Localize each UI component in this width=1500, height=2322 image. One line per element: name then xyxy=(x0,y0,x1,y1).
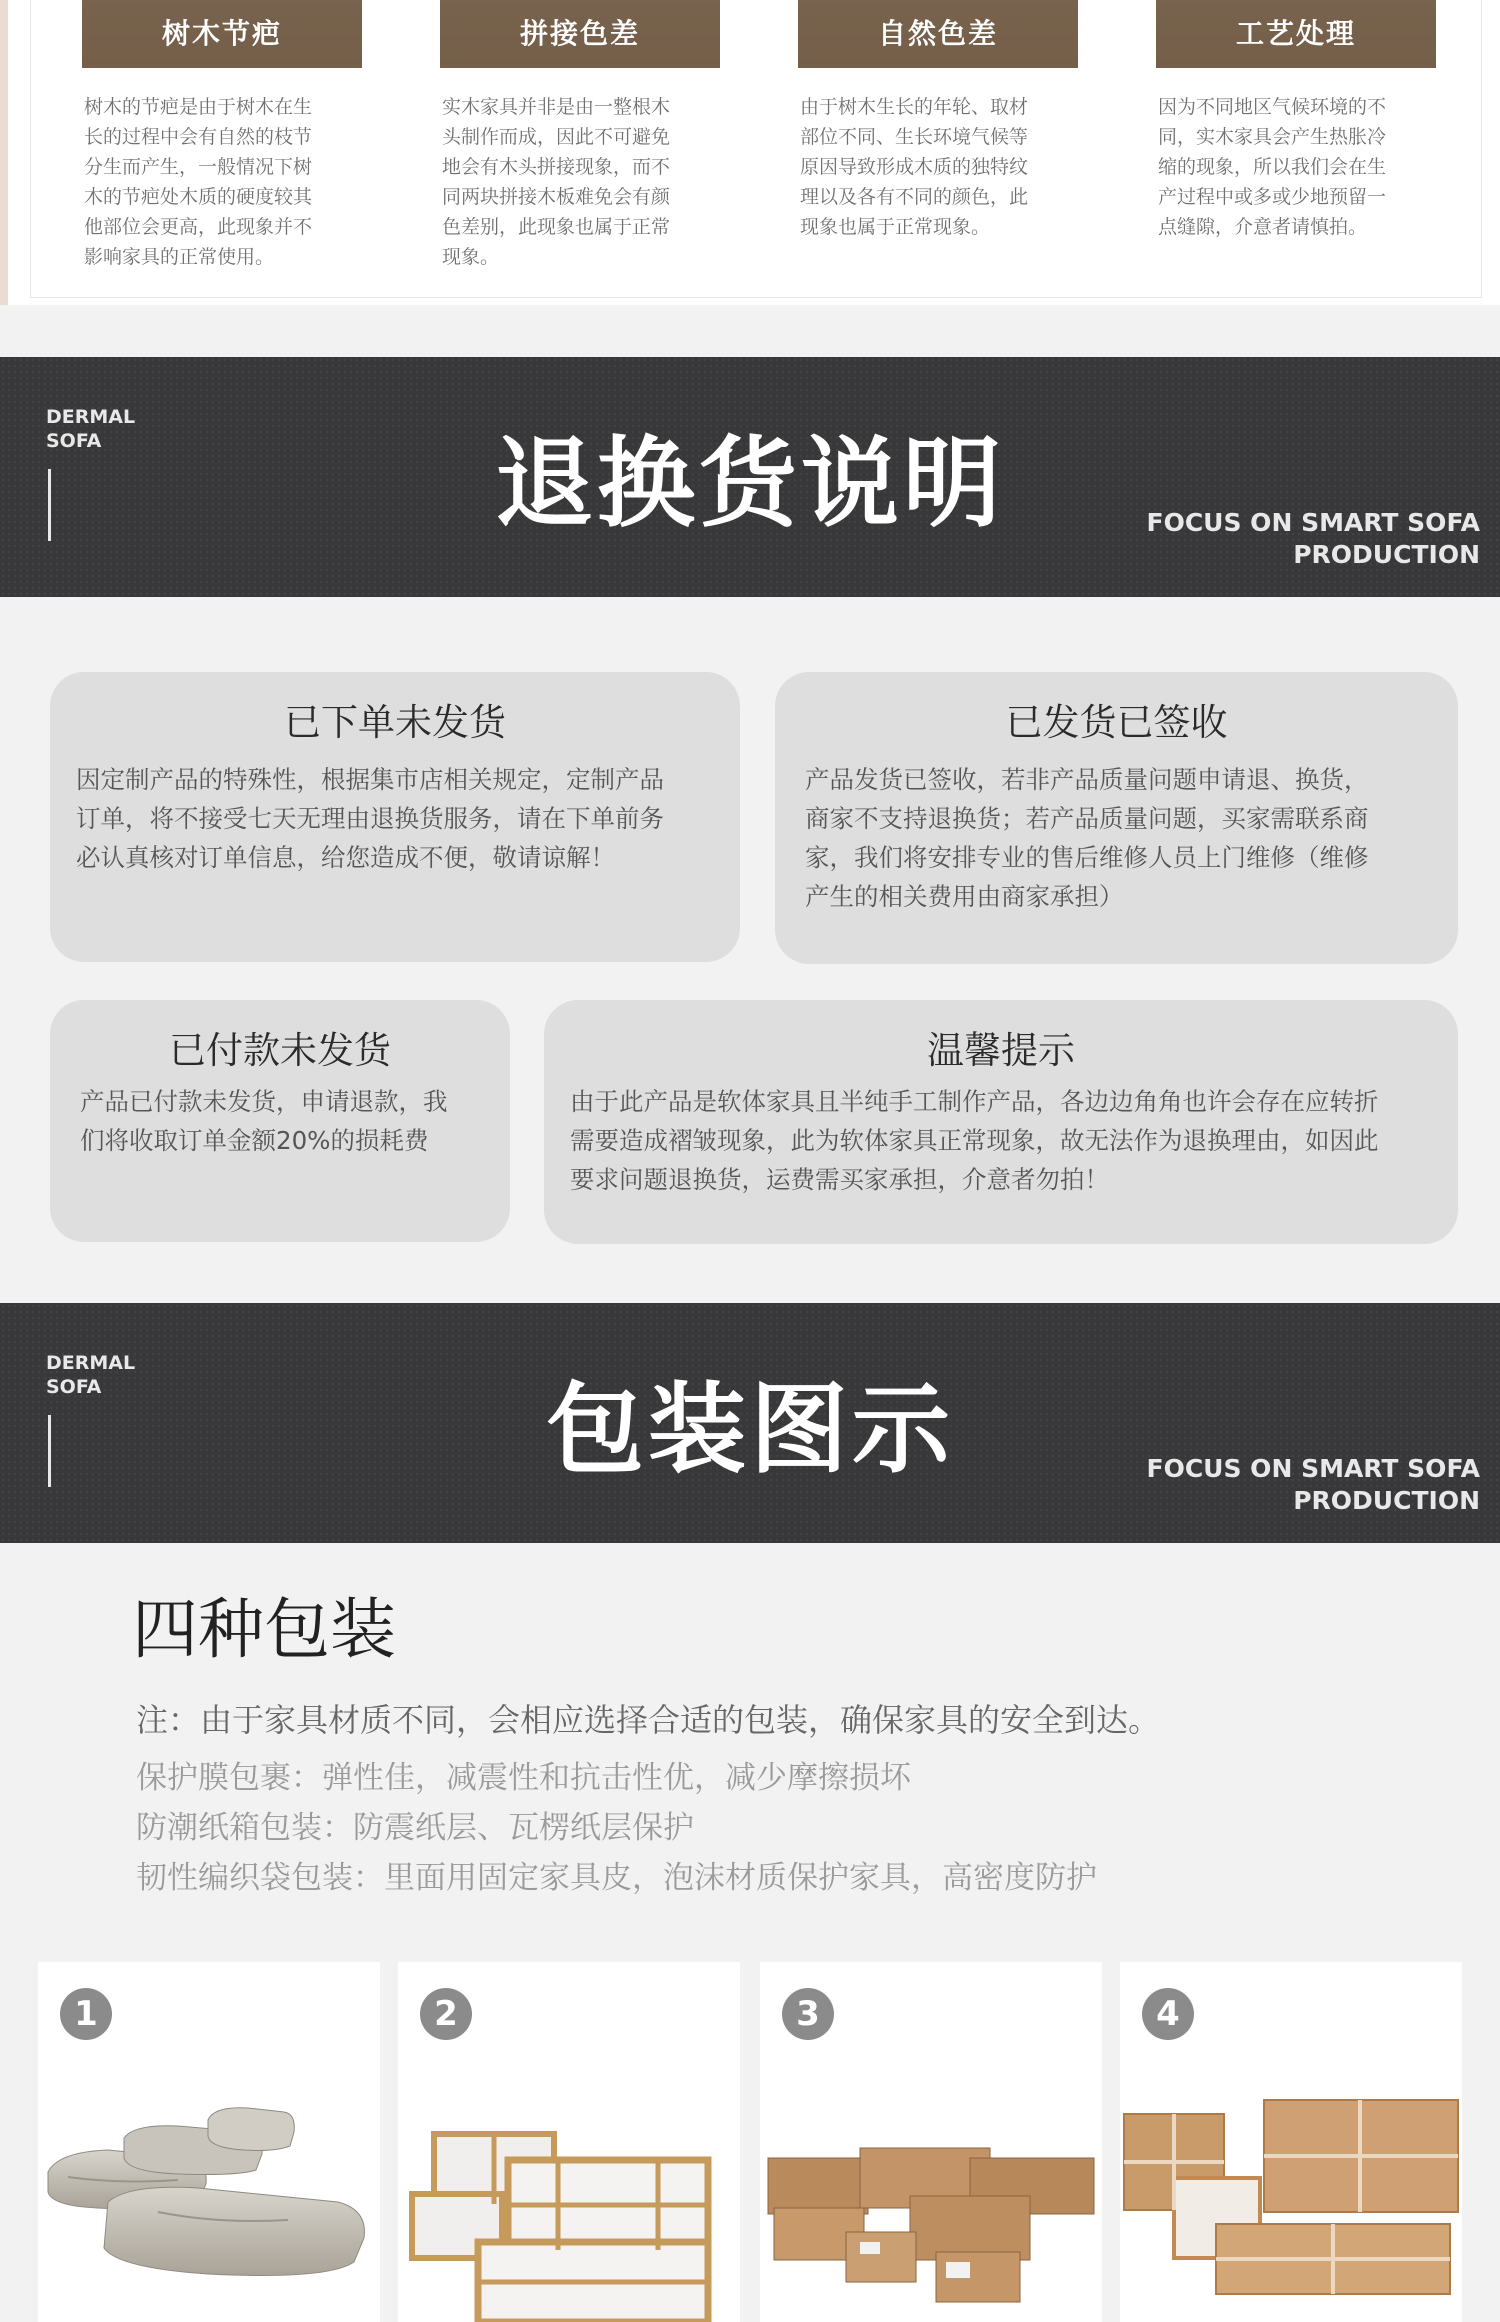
card-text xyxy=(805,760,1428,916)
text-line: 他部位会更高，此现象并不 xyxy=(84,216,313,238)
banner-title: 退换货说明 xyxy=(494,427,1005,541)
text-line: 家，我们将安排专业的售后维修人员上门维修（维修 xyxy=(805,843,1369,872)
text-line: 们将收取订单金额20%的损耗费 xyxy=(80,1126,429,1155)
wood-note-title: 树木节疤 xyxy=(82,0,362,68)
banner-tagline xyxy=(1147,507,1481,571)
text-line: 缩的现象，所以我们会在生 xyxy=(1158,156,1387,178)
wood-side-strip xyxy=(0,0,8,305)
card-paid-not-shipped xyxy=(50,1000,510,1242)
wood-texture-header xyxy=(1156,0,1436,68)
text-line: 理以及各有不同的颜色，此 xyxy=(800,186,1029,208)
card-title: 已付款未发货 xyxy=(169,1029,391,1072)
text-line: 长的过程中会有自然的枝节 xyxy=(84,126,313,148)
packaging-card-4 xyxy=(1120,1962,1462,2322)
text-line: 现象也属于正常现象。 xyxy=(800,216,991,238)
text-line: 点缝隙，介意者请慎拍。 xyxy=(1158,216,1368,238)
text-line: 产过程中或多或少地预留一 xyxy=(1158,186,1387,208)
card-text xyxy=(76,760,714,877)
text-line: 同两块拼接木板难免会有颜 xyxy=(442,186,671,208)
packaging-number-badge: 3 xyxy=(782,1988,834,2040)
packaging-card-1 xyxy=(38,1962,380,2322)
wood-note-joints xyxy=(440,0,720,272)
text-line: 产品已付款未发货，申请退款，我 xyxy=(80,1087,448,1116)
tagline-line: FOCUS ON SMART SOFA xyxy=(1146,508,1480,537)
card-title: 温馨提示 xyxy=(927,1029,1075,1072)
wood-note-natural-color xyxy=(798,0,1078,242)
wood-texture-header xyxy=(798,0,1078,68)
brand-line: SOFA xyxy=(46,1376,102,1398)
text-line: 产品发货已签收，若非产品质量问题申请退、换货， xyxy=(805,765,1369,794)
text-line: 因为不同地区气候环境的不 xyxy=(1158,96,1387,118)
packaging-card-2 xyxy=(398,1962,740,2322)
banner-title: 包装图示 xyxy=(545,1373,954,1487)
text-line: 原因导致形成木质的独特纹 xyxy=(800,156,1029,178)
packaging-number-badge: 2 xyxy=(420,1988,472,2040)
text-line: 同，实木家具会产生热胀冷 xyxy=(1158,126,1387,148)
text-line: 现象。 xyxy=(442,246,500,268)
card-text xyxy=(570,1082,1432,1199)
tagline-line: FOCUS ON SMART SOFA xyxy=(1146,1454,1480,1483)
wood-note-craft xyxy=(1156,0,1436,242)
packaging-number-badge: 1 xyxy=(60,1988,112,2040)
wood-note-knots xyxy=(82,0,362,272)
packaging-card-3 xyxy=(760,1962,1102,2322)
wood-note-text xyxy=(440,92,720,272)
text-line: 木的节疤处木质的硬度较其 xyxy=(84,186,313,208)
text-line: 商家不支持退换货；若产品质量问题，买家需联系商 xyxy=(805,804,1369,833)
card-warm-tip xyxy=(544,1000,1458,1244)
returns-banner xyxy=(0,357,1500,597)
wood-note-title: 工艺处理 xyxy=(1156,0,1436,68)
tagline-line: PRODUCTION xyxy=(1293,1486,1480,1515)
text-line: 色差别，此现象也属于正常 xyxy=(442,216,671,238)
card-title: 已发货已签收 xyxy=(1005,701,1228,744)
text-line: 部位不同、生长环境气候等 xyxy=(800,126,1029,148)
brand-line: DERMAL xyxy=(46,406,136,428)
text-line: 地会有木头拼接现象，而不 xyxy=(442,156,671,178)
text-line: 因定制产品的特殊性，根据集市店相关规定，定制产品 xyxy=(76,765,664,794)
wood-note-title: 拼接色差 xyxy=(440,0,720,68)
card-title: 已下单未发货 xyxy=(284,701,506,744)
text-line: 头制作而成，因此不可避免 xyxy=(442,126,671,148)
packaging-line: 防潮纸箱包装：防震纸层、瓦楞纸层保护 xyxy=(136,1810,694,1846)
banner-tagline xyxy=(1147,1453,1481,1517)
card-text xyxy=(80,1082,480,1160)
wood-texture-header xyxy=(440,0,720,68)
text-line: 必认真核对订单信息，给您造成不便，敬请谅解！ xyxy=(76,843,615,872)
text-line: 产生的相关费用由商家承担） xyxy=(805,882,1124,911)
text-line: 实木家具并非是由一整根木 xyxy=(442,96,671,118)
packaging-note: 注：由于家具材质不同，会相应选择合适的包装，确保家具的安全到达。 xyxy=(136,1701,1161,1739)
text-line: 由于树木生长的年轮、取材 xyxy=(800,96,1029,118)
wood-texture-header xyxy=(82,0,362,68)
packaging-banner xyxy=(0,1303,1500,1543)
packaging-line: 韧性编织袋包装：里面用固定家具皮，泡沫材质保护家具，高密度防护 xyxy=(136,1860,1097,1896)
text-line: 树木的节疤是由于树木在生 xyxy=(84,96,313,118)
wood-note-title: 自然色差 xyxy=(798,0,1078,68)
tagline-line: PRODUCTION xyxy=(1293,540,1480,569)
text-line: 订单，将不接受七天无理由退换货服务，请在下单前务 xyxy=(76,804,664,833)
brand-line: DERMAL xyxy=(46,1352,136,1374)
card-ordered-not-shipped xyxy=(50,672,740,962)
wood-note-text xyxy=(798,92,1078,242)
packaging-number-badge: 4 xyxy=(1142,1988,1194,2040)
card-shipped-signed xyxy=(775,672,1458,964)
wood-notes-section xyxy=(0,0,1500,305)
brand-line: SOFA xyxy=(46,430,102,452)
wood-note-text xyxy=(1156,92,1436,242)
text-line: 由于此产品是软体家具且半纯手工制作产品，各边边角角也许会存在应转折 xyxy=(570,1087,1379,1116)
packaging-heading: 四种包装 xyxy=(132,1591,396,1668)
wood-note-text xyxy=(82,92,362,272)
text-line: 需要造成褶皱现象，此为软体家具正常现象，故无法作为退换理由，如因此 xyxy=(570,1126,1379,1155)
text-line: 影响家具的正常使用。 xyxy=(84,246,275,268)
packaging-line: 保护膜包裹：弹性佳，减震性和抗击性优，减少摩擦损坏 xyxy=(136,1760,911,1796)
text-line: 分生而产生，一般情况下树 xyxy=(84,156,313,178)
text-line: 要求问题退换货，运费需买家承担，介意者勿拍！ xyxy=(570,1165,1109,1194)
